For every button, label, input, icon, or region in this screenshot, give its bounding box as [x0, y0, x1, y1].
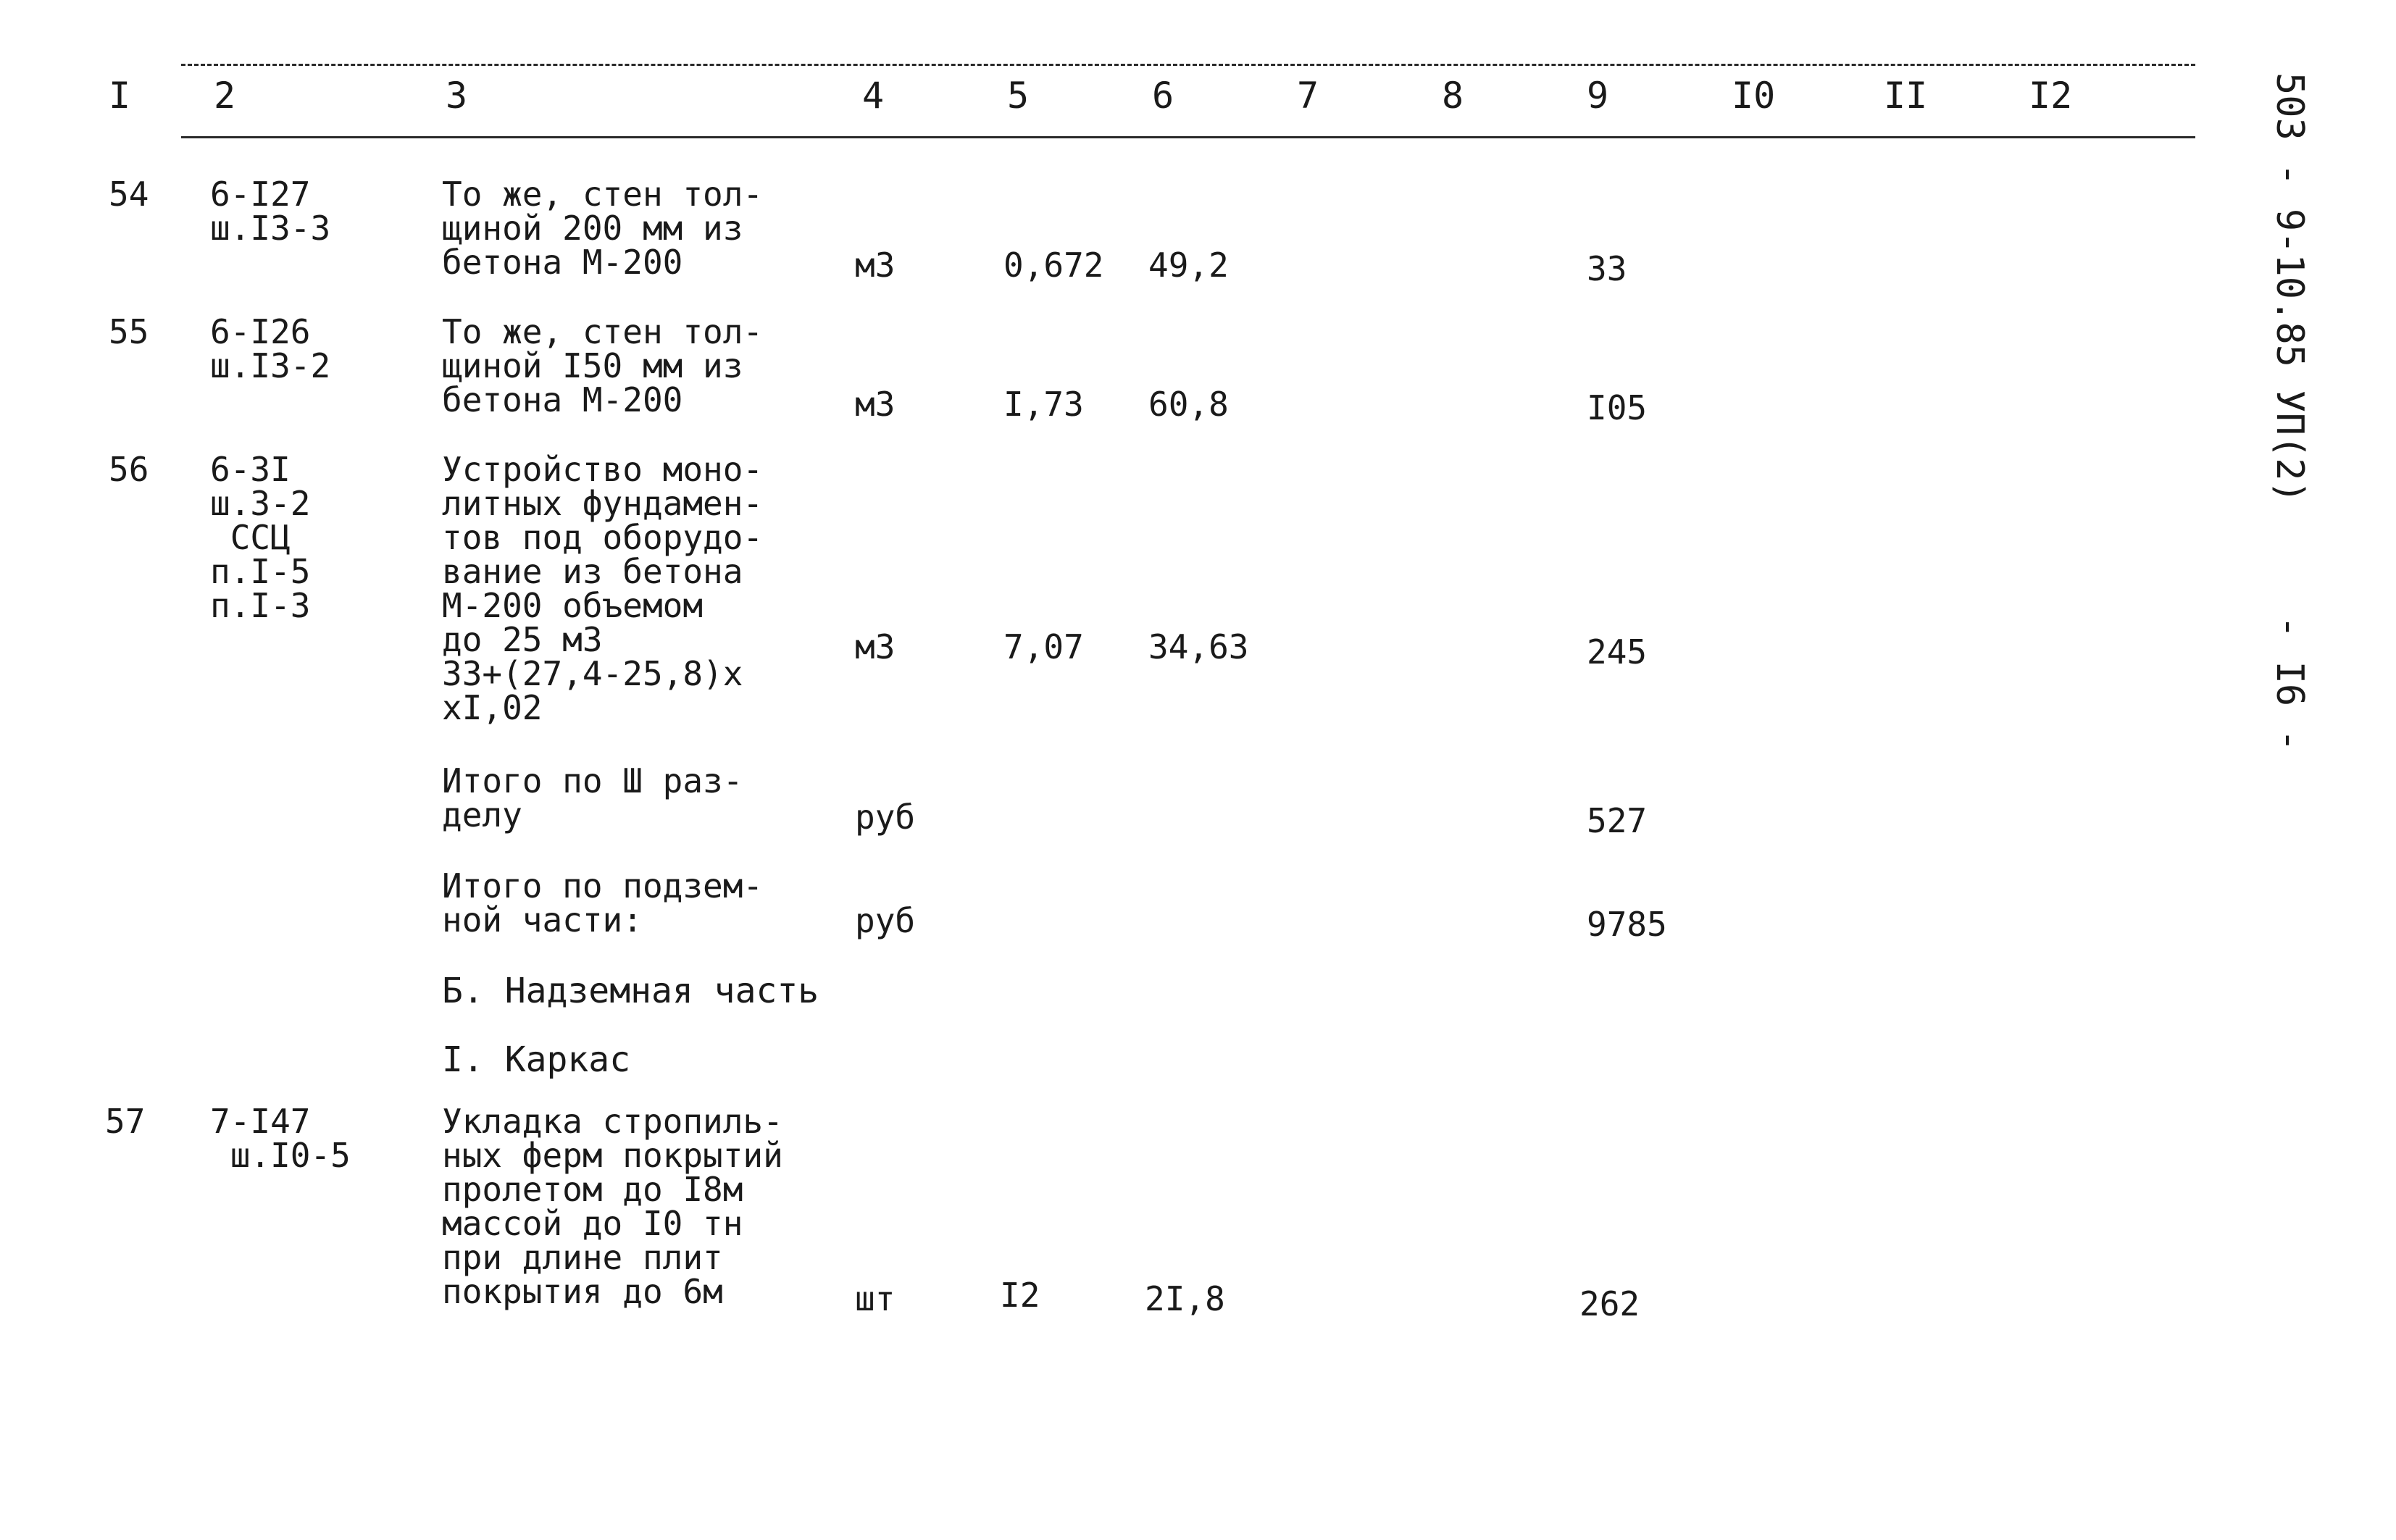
unit-price: 60,8	[1148, 385, 1229, 424]
quantity: 0,672	[1003, 246, 1104, 285]
unit: шт	[855, 1279, 896, 1318]
work-description: То же, стен тол- щиной 200 мм из бетона М-200	[442, 175, 764, 282]
column-header: I	[109, 75, 131, 117]
total-cost: 262	[1579, 1284, 1640, 1323]
row-number: 56	[109, 450, 149, 489]
row-number: 54	[109, 175, 149, 214]
work-description: То же, стен тол- щиной I50 мм из бетона М-200	[442, 312, 764, 419]
norm-code: 7-I47 ш.I0-5	[210, 1102, 351, 1175]
column-header: 7	[1297, 75, 1319, 117]
quantity: I,73	[1003, 385, 1084, 424]
header-top-rule	[181, 64, 2195, 66]
document-code: 503 - 9-10.85 УП(2)	[2268, 72, 2311, 503]
row-number: 55	[109, 312, 149, 351]
work-description: Укладка стропиль- ных ферм покрытий пролетом до I8м массой до I0 тн при длине плит покрытия до 6м	[442, 1102, 783, 1311]
subtotal-label: Итого по подзем- ной части:	[442, 866, 764, 940]
column-header: 6	[1152, 75, 1174, 117]
quantity: 7,07	[1003, 627, 1084, 666]
norm-code: 6-I27 ш.I3-3	[210, 175, 331, 248]
section-heading: Б. Надземная часть	[442, 971, 819, 1011]
column-header: II	[1884, 75, 1928, 117]
unit: м3	[855, 246, 896, 285]
total-cost: 527	[1587, 801, 1648, 840]
column-header: I0	[1732, 75, 1776, 117]
subsection-heading: I. Каркас	[442, 1039, 631, 1080]
column-header: 5	[1007, 75, 1030, 117]
unit: м3	[855, 627, 896, 666]
page-number: - I6 -	[2268, 616, 2311, 752]
unit: м3	[855, 385, 896, 424]
total-cost: 9785	[1587, 905, 1667, 944]
column-header: I2	[2029, 75, 2073, 117]
total-cost: I05	[1587, 388, 1648, 427]
unit: руб	[855, 798, 916, 837]
column-header: 9	[1587, 75, 1609, 117]
row-number: 57	[105, 1102, 146, 1141]
unit-price: 34,63	[1148, 627, 1249, 666]
work-description: Устройство моно- литных фундамен- тов под оборудо- вание из бетона М-200 объемом до 25 м3 33+(27,4-25,8)х хI,02	[442, 450, 764, 727]
column-header: 8	[1442, 75, 1464, 117]
header-bottom-rule	[181, 136, 2195, 138]
column-header: 4	[862, 75, 885, 117]
total-cost: 245	[1587, 632, 1648, 671]
total-cost: 33	[1587, 249, 1627, 288]
norm-code: 6-3I ш.3-2 ССЦ п.I-5 п.I-3	[210, 450, 311, 625]
column-header: 2	[214, 75, 236, 117]
unit-price: 49,2	[1148, 246, 1229, 285]
norm-code: 6-I26 ш.I3-2	[210, 312, 331, 385]
subtotal-label: Итого по Ш раз- делу	[442, 761, 743, 834]
column-header: 3	[446, 75, 468, 117]
unit: руб	[855, 901, 916, 940]
quantity: I2	[1000, 1276, 1040, 1315]
unit-price: 2I,8	[1145, 1279, 1225, 1318]
